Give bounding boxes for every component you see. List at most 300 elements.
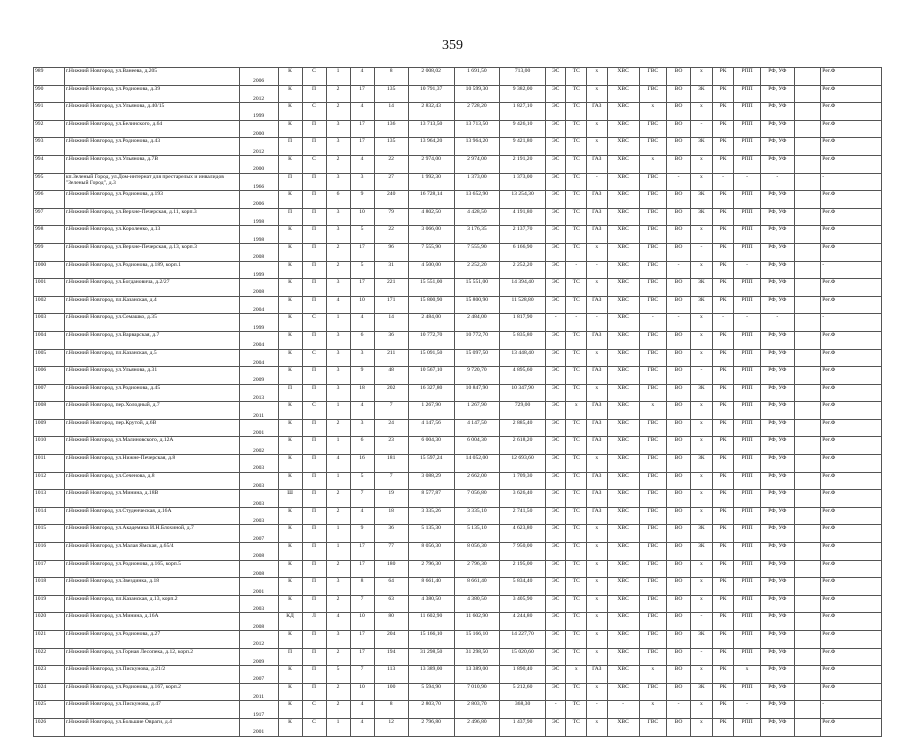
area-b-cell: 13 448,40 [500, 349, 546, 367]
year-cell: 1999 [239, 103, 278, 121]
floors-cell: 3 [350, 349, 374, 367]
empty-cell [795, 472, 821, 490]
rpp-cell: РПП [734, 437, 760, 455]
empty-cell [795, 120, 821, 138]
wall-material-cell: К [278, 296, 302, 314]
heating-cell: ТС [566, 243, 587, 261]
row-number-cell: 995 [34, 173, 65, 191]
utility-zk-cell: х [691, 666, 713, 684]
row-number-cell: 1024 [34, 683, 65, 701]
gas-cell: - [587, 701, 608, 719]
table-row [34, 631, 882, 649]
wall-material-cell: К [278, 595, 302, 613]
address-cell: г.Нижний Новгород, ул.Родионова, д.189, корп.1 [64, 261, 239, 279]
hot-water-cell: ГВС [639, 683, 666, 701]
table-row [34, 296, 882, 314]
area-a-cell: 2 796,30 [454, 560, 500, 578]
table-row [34, 648, 882, 666]
hot-water-cell: ГВС [639, 120, 666, 138]
empty-cell [795, 543, 821, 561]
area-a-cell: 15 551,00 [454, 279, 500, 297]
cold-water-cell: ХВС [607, 367, 639, 385]
address-cell: г.Нижний Новгород, ул.Ванеева, д.205 [64, 68, 239, 86]
area-a-cell: 2 728,20 [454, 103, 500, 121]
area-a-cell: 15 166,10 [454, 631, 500, 649]
roof-material-cell: П [302, 683, 326, 701]
hot-water-cell: х [639, 701, 666, 719]
row-number-cell: 1021 [34, 631, 65, 649]
sewage-cell: ВО [667, 103, 691, 121]
row-number-cell: 1020 [34, 613, 65, 631]
fund-cell: РФ, УФ [760, 437, 794, 455]
table-row [34, 595, 882, 613]
repair-rk-cell: РК [712, 701, 734, 719]
year-cell: 2002 [239, 437, 278, 455]
sewage-cell: ВО [667, 613, 691, 631]
address-cell: г.Нижний Новгород, ул.Верхне-Печерская, д.13, корп.3 [64, 243, 239, 261]
area-a-cell: 11 602,90 [454, 613, 500, 631]
repair-rk-cell: РК [712, 718, 734, 736]
sewage-cell: ВО [667, 279, 691, 297]
address-cell: г.Нижний Новгород, ул.Родионова, д.165, корп.5 [64, 560, 239, 578]
cold-water-cell: ХВС [607, 525, 639, 543]
table-row [34, 103, 882, 121]
cold-water-cell: ХВС [607, 173, 639, 191]
empty-cell [795, 208, 821, 226]
hot-water-cell: ГВС [639, 595, 666, 613]
heating-cell: ТС [566, 138, 587, 156]
regional-fund-cell: Рег.Ф [821, 419, 882, 437]
rpp-cell: РПП [734, 331, 760, 349]
wall-material-cell: К [278, 718, 302, 736]
row-number-cell: 997 [34, 208, 65, 226]
address-cell: г.Нижний Новгород, ул.Родионова, д.167, корп.2 [64, 683, 239, 701]
floors-cell: 4 [350, 402, 374, 420]
empty-cell [795, 683, 821, 701]
empty-cell [795, 349, 821, 367]
rpp-cell: РПП [734, 455, 760, 473]
gas-cell: - [587, 314, 608, 332]
rpp-cell: РПП [734, 68, 760, 86]
roof-material-cell: П [302, 507, 326, 525]
repair-rk-cell: - [712, 314, 734, 332]
area-a-cell: 7 010,90 [454, 683, 500, 701]
table-row [34, 613, 882, 631]
total-area-cell: 2 796,80 [408, 718, 454, 736]
cold-water-cell: ХВС [607, 384, 639, 402]
apartments-cell: 63 [374, 595, 408, 613]
repair-rk-cell: РК [712, 666, 734, 684]
housing-register-table [33, 67, 882, 737]
electricity-cell: ЭС [545, 279, 566, 297]
empty-cell [795, 367, 821, 385]
cold-water-cell: ХВС [607, 402, 639, 420]
area-b-cell: 3 626,40 [500, 490, 546, 508]
electricity-cell: - [545, 701, 566, 719]
electricity-cell: ЭС [545, 155, 566, 173]
area-b-cell: 6 166,90 [500, 243, 546, 261]
apartments-cell: 202 [374, 384, 408, 402]
utility-zk-cell: х [691, 402, 713, 420]
gas-cell: ГАЗ [587, 296, 608, 314]
floors-cell: 7 [350, 595, 374, 613]
total-area-cell: 5 135,30 [408, 525, 454, 543]
page-number: 359 [442, 38, 463, 53]
apartments-cell: 19 [374, 490, 408, 508]
cold-water-cell: ХВС [607, 507, 639, 525]
total-area-cell: 2 803,70 [408, 701, 454, 719]
utility-zk-cell: ЗК [691, 296, 713, 314]
heating-cell: ТС [566, 648, 587, 666]
gas-cell: х [587, 68, 608, 86]
utility-zk-cell: х [691, 507, 713, 525]
rpp-cell: РПП [734, 560, 760, 578]
area-b-cell: 4 244,80 [500, 613, 546, 631]
area-b-cell: 9 426,10 [500, 120, 546, 138]
repair-rk-cell: РК [712, 613, 734, 631]
year-cell: 1917 [239, 701, 278, 719]
apartments-cell: 64 [374, 578, 408, 596]
year-cell: 2012 [239, 138, 278, 156]
fund-cell: РФ, УФ [760, 455, 794, 473]
area-a-cell: 7 555,90 [454, 243, 500, 261]
regional-fund-cell: Рег.Ф [821, 384, 882, 402]
area-a-cell: 6 004,30 [454, 437, 500, 455]
heating-cell: ТС [566, 525, 587, 543]
heating-cell: ТС [566, 68, 587, 86]
floors-cell: 17 [350, 543, 374, 561]
table-row [34, 525, 882, 543]
roof-material-cell: П [302, 437, 326, 455]
fund-cell: РФ, УФ [760, 85, 794, 103]
fund-cell: РФ, УФ [760, 718, 794, 736]
utility-zk-cell: ЗК [691, 138, 713, 156]
roof-material-cell: П [302, 525, 326, 543]
rpp-cell: РПП [734, 279, 760, 297]
apartments-cell: 113 [374, 666, 408, 684]
area-a-cell: 1 691,50 [454, 68, 500, 86]
floors-cell: 4 [350, 103, 374, 121]
hot-water-cell: ГВС [639, 331, 666, 349]
electricity-cell: ЭС [545, 595, 566, 613]
rpp-cell: РПП [734, 85, 760, 103]
total-area-cell: 10 567,10 [408, 367, 454, 385]
area-b-cell: 5 834,40 [500, 578, 546, 596]
row-number-cell: 1010 [34, 437, 65, 455]
year-cell: 2003 [239, 455, 278, 473]
entrances-cell: 3 [326, 208, 350, 226]
apartments-cell: 22 [374, 226, 408, 244]
table-row [34, 455, 882, 473]
wall-material-cell: К [278, 507, 302, 525]
rpp-cell: РПП [734, 155, 760, 173]
heating-cell: ТС [566, 507, 587, 525]
fund-cell: РФ, УФ [760, 631, 794, 649]
apartments-cell: 79 [374, 208, 408, 226]
sewage-cell: ВО [667, 384, 691, 402]
entrances-cell: 1 [326, 402, 350, 420]
row-number-cell: 989 [34, 68, 65, 86]
rpp-cell: РПП [734, 367, 760, 385]
repair-rk-cell: РК [712, 384, 734, 402]
area-a-cell: 8 056,30 [454, 543, 500, 561]
fund-cell: РФ, УФ [760, 103, 794, 121]
regional-fund-cell: Рег.Ф [821, 648, 882, 666]
floors-cell: 18 [350, 384, 374, 402]
roof-material-cell: С [302, 701, 326, 719]
entrances-cell: 2 [326, 261, 350, 279]
entrances-cell: 3 [326, 226, 350, 244]
hot-water-cell: ГВС [639, 455, 666, 473]
total-area-cell: 15 800,90 [408, 296, 454, 314]
floors-cell: 17 [350, 243, 374, 261]
fund-cell: РФ, УФ [760, 296, 794, 314]
cold-water-cell: ХВС [607, 472, 639, 490]
area-a-cell: 13 964,20 [454, 138, 500, 156]
table-row [34, 120, 882, 138]
utility-zk-cell: х [691, 349, 713, 367]
empty-cell [795, 68, 821, 86]
gas-cell: ГАЗ [587, 208, 608, 226]
floors-cell: 5 [350, 226, 374, 244]
apartments-cell: 36 [374, 331, 408, 349]
hot-water-cell: ГВС [639, 525, 666, 543]
table-row [34, 68, 882, 86]
repair-rk-cell: РК [712, 208, 734, 226]
entrances-cell: 3 [326, 349, 350, 367]
electricity-cell: ЭС [545, 648, 566, 666]
electricity-cell: ЭС [545, 507, 566, 525]
rpp-cell: РПП [734, 120, 760, 138]
fund-cell: РФ, УФ [760, 208, 794, 226]
floors-cell: 4 [350, 68, 374, 86]
electricity-cell: ЭС [545, 472, 566, 490]
row-number-cell: 1015 [34, 525, 65, 543]
utility-zk-cell: х [691, 155, 713, 173]
empty-cell [795, 595, 821, 613]
heating-cell: ТС [566, 419, 587, 437]
cold-water-cell: ХВС [607, 595, 639, 613]
floors-cell: 4 [350, 314, 374, 332]
address-cell: г.Нижний Новгород, ул.Ульянова, д.40/15 [64, 103, 239, 121]
wall-material-cell: К [278, 191, 302, 209]
utility-zk-cell: х [691, 68, 713, 86]
total-area-cell: 10 791,37 [408, 85, 454, 103]
repair-rk-cell: РК [712, 507, 734, 525]
heating-cell: ТС [566, 595, 587, 613]
floors-cell: 5 [350, 261, 374, 279]
table-row [34, 191, 882, 209]
sewage-cell: - [667, 701, 691, 719]
sewage-cell: - [667, 314, 691, 332]
empty-cell [795, 85, 821, 103]
area-b-cell: 11 528,80 [500, 296, 546, 314]
utility-zk-cell: х [691, 103, 713, 121]
utility-zk-cell: х [691, 701, 713, 719]
wall-material-cell: К [278, 103, 302, 121]
apartments-cell: 181 [374, 455, 408, 473]
wall-material-cell: П [278, 173, 302, 191]
row-number-cell: 1007 [34, 384, 65, 402]
entrances-cell: 2 [326, 490, 350, 508]
cold-water-cell: ХВС [607, 138, 639, 156]
area-b-cell: 2 618,20 [500, 437, 546, 455]
wall-material-cell: К [278, 349, 302, 367]
heating-cell: х [566, 666, 587, 684]
row-number-cell: 1017 [34, 560, 65, 578]
total-area-cell: 13 964,20 [408, 138, 454, 156]
fund-cell: РФ, УФ [760, 648, 794, 666]
regional-fund-cell: Рег.Ф [821, 472, 882, 490]
roof-material-cell: П [302, 631, 326, 649]
total-area-cell: 1 267,90 [408, 402, 454, 420]
gas-cell: х [587, 525, 608, 543]
gas-cell: ГАЗ [587, 226, 608, 244]
cold-water-cell: ХВС [607, 631, 639, 649]
entrances-cell: 4 [326, 296, 350, 314]
entrances-cell: 2 [326, 648, 350, 666]
utility-zk-cell: х [691, 437, 713, 455]
rpp-cell: РПП [734, 296, 760, 314]
area-a-cell: 4 380,50 [454, 595, 500, 613]
year-cell: 1999 [239, 314, 278, 332]
heating-cell: ТС [566, 331, 587, 349]
hot-water-cell: ГВС [639, 490, 666, 508]
total-area-cell: 7 555,90 [408, 243, 454, 261]
cold-water-cell: ХВС [607, 68, 639, 86]
fund-cell: РФ, УФ [760, 68, 794, 86]
total-area-cell: 15 091,50 [408, 349, 454, 367]
repair-rk-cell: РК [712, 261, 734, 279]
table-row [34, 226, 882, 244]
fund-cell: РФ, УФ [760, 120, 794, 138]
area-b-cell: 9 421,80 [500, 138, 546, 156]
sewage-cell: ВО [667, 455, 691, 473]
entrances-cell: 6 [326, 191, 350, 209]
empty-cell [795, 226, 821, 244]
rpp-cell: - [734, 261, 760, 279]
utility-zk-cell: х [691, 261, 713, 279]
cold-water-cell: ХВС [607, 331, 639, 349]
roof-material-cell: П [302, 208, 326, 226]
fund-cell: РФ, УФ [760, 261, 794, 279]
apartments-cell: 14 [374, 103, 408, 121]
cold-water-cell: ХВС [607, 613, 639, 631]
row-number-cell: 1023 [34, 666, 65, 684]
gas-cell: х [587, 384, 608, 402]
gas-cell: х [587, 138, 608, 156]
utility-zk-cell: х [691, 173, 713, 191]
row-number-cell: 998 [34, 226, 65, 244]
year-cell: 2003 [239, 595, 278, 613]
regional-fund-cell: - [821, 261, 882, 279]
total-area-cell: 13 713,50 [408, 120, 454, 138]
address-cell: г.Нижний Новгород, ул.Белинского, д.64 [64, 120, 239, 138]
total-area-cell: 3 066,00 [408, 226, 454, 244]
area-b-cell: 713,00 [500, 68, 546, 86]
fund-cell: РФ, УФ [760, 701, 794, 719]
area-b-cell: 7 950,00 [500, 543, 546, 561]
table-row [34, 507, 882, 525]
floors-cell: 10 [350, 296, 374, 314]
heating-cell: ТС [566, 543, 587, 561]
floors-cell: 10 [350, 613, 374, 631]
entrances-cell: 3 [326, 331, 350, 349]
gas-cell: ГАЗ [587, 490, 608, 508]
empty-cell [795, 419, 821, 437]
area-a-cell: 9 720,70 [454, 367, 500, 385]
cold-water-cell: ХВС [607, 560, 639, 578]
entrances-cell: 3 [326, 138, 350, 156]
empty-cell [795, 701, 821, 719]
roof-material-cell: П [302, 173, 326, 191]
regional-fund-cell: Рег.Ф [821, 718, 882, 736]
regional-fund-cell: Рег.Ф [821, 595, 882, 613]
gas-cell: х [587, 718, 608, 736]
rpp-cell: РПП [734, 402, 760, 420]
regional-fund-cell: Рег.Ф [821, 243, 882, 261]
floors-cell: 9 [350, 191, 374, 209]
table-row [34, 173, 882, 191]
gas-cell: х [587, 560, 608, 578]
regional-fund-cell: Рег.Ф [821, 631, 882, 649]
empty-cell [795, 402, 821, 420]
electricity-cell: ЭС [545, 103, 566, 121]
hot-water-cell: х [639, 103, 666, 121]
empty-cell [795, 314, 821, 332]
floors-cell: 7 [350, 666, 374, 684]
area-a-cell: 5 135,10 [454, 525, 500, 543]
roof-material-cell: П [302, 666, 326, 684]
cold-water-cell: ХВС [607, 437, 639, 455]
cold-water-cell: ХВС [607, 208, 639, 226]
apartments-cell: 8 [374, 68, 408, 86]
roof-material-cell: П [302, 279, 326, 297]
electricity-cell: ЭС [545, 367, 566, 385]
fund-cell: РФ, УФ [760, 507, 794, 525]
year-cell: 2001 [239, 578, 278, 596]
wall-material-cell: К [278, 155, 302, 173]
area-b-cell: 1 827,10 [500, 103, 546, 121]
sewage-cell: ВО [667, 367, 691, 385]
area-b-cell: 2 741,50 [500, 507, 546, 525]
apartments-cell: 80 [374, 613, 408, 631]
heating-cell: ТС [566, 613, 587, 631]
total-area-cell: 16 327,80 [408, 384, 454, 402]
utility-zk-cell: ЗК [691, 683, 713, 701]
wall-material-cell: К [278, 578, 302, 596]
roof-material-cell: П [302, 419, 326, 437]
electricity-cell: ЭС [545, 718, 566, 736]
fund-cell: РФ, УФ [760, 279, 794, 297]
floors-cell: 10 [350, 683, 374, 701]
heating-cell: ТС [566, 578, 587, 596]
regional-fund-cell: Рег.Ф [821, 138, 882, 156]
row-number-cell: 1018 [34, 578, 65, 596]
total-area-cell: 2 484,00 [408, 314, 454, 332]
area-b-cell: 2 252,20 [500, 261, 546, 279]
fund-cell: РФ, УФ [760, 560, 794, 578]
sewage-cell: ВО [667, 631, 691, 649]
roof-material-cell: П [302, 595, 326, 613]
regional-fund-cell: Рег.Ф [821, 560, 882, 578]
area-a-cell: 3 335,10 [454, 507, 500, 525]
rpp-cell: РПП [734, 419, 760, 437]
regional-fund-cell: - [821, 701, 882, 719]
hot-water-cell: ГВС [639, 560, 666, 578]
regional-fund-cell: Рег.Ф [821, 68, 882, 86]
table-row [34, 578, 882, 596]
